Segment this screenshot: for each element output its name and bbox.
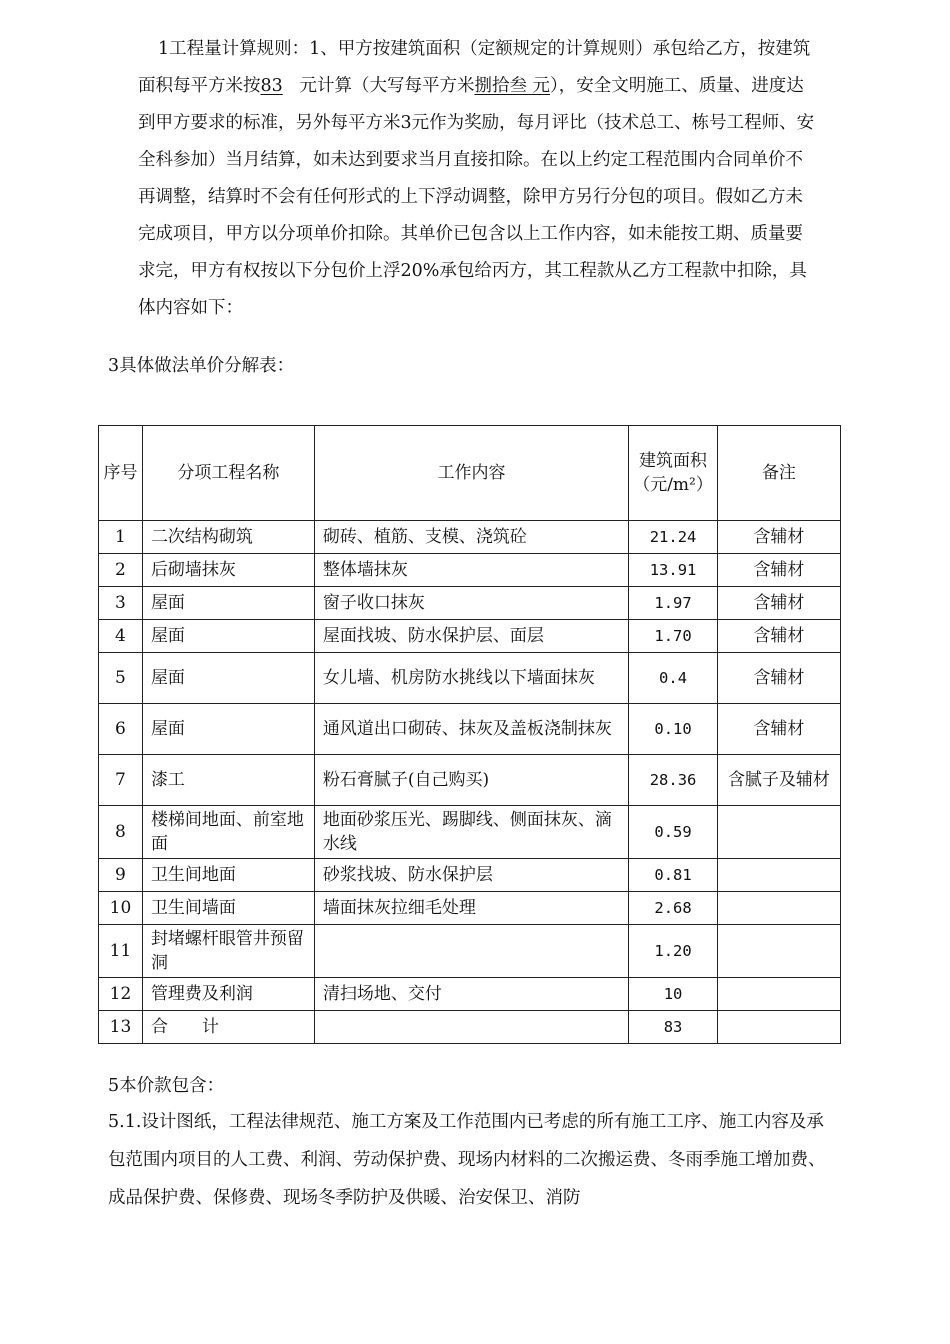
cell-work: 女儿墙、机房防水挑线以下墙面抹灰 (314, 653, 628, 704)
cell-no: 3 (99, 587, 143, 620)
cell-note: 含辅材 (717, 620, 840, 653)
cell-work: 墙面抹灰拉细毛处理 (314, 892, 628, 925)
cell-name: 屋面 (142, 620, 314, 653)
cell-name: 后砌墙抹灰 (142, 554, 314, 587)
cell-note (717, 859, 840, 892)
cell-name: 漆工 (142, 755, 314, 806)
table-row (99, 554, 841, 587)
cell-work: 窗子收口抹灰 (314, 587, 628, 620)
cell-work (314, 1011, 628, 1044)
cell-note: 含辅材 (717, 554, 840, 587)
cell-no: 8 (99, 806, 143, 859)
cell-work: 地面砂浆压光、踢脚线、侧面抹灰、滴水线 (314, 806, 628, 859)
cell-note: 含辅材 (717, 653, 840, 704)
cell-work: 清扫场地、交付 (314, 978, 628, 1011)
cell-work: 整体墙抹灰 (314, 554, 628, 587)
cell-name: 二次结构砌筑 (142, 521, 314, 554)
cell-note (717, 806, 840, 859)
intro-lead: 1工程量计算规则：1、甲方按建筑面积（定额规定的计算规则）承包给乙方，按建筑面积每平方米按 (138, 39, 811, 96)
section-5-title: 5本价款包含： (108, 1076, 225, 1096)
cell-no: 4 (99, 620, 143, 653)
header-no: 序号 (99, 426, 143, 521)
cell-name: 屋面 (142, 587, 314, 620)
intro-mid: 元计算（大写每平方米 (299, 76, 475, 96)
table-row (99, 892, 841, 925)
unit-price-table (98, 425, 841, 1044)
cell-no: 9 (99, 859, 143, 892)
table-row (99, 620, 841, 653)
table-row (99, 704, 841, 755)
table-header-row (99, 426, 841, 521)
cell-no: 11 (99, 925, 143, 978)
cell-work: 屋面找坡、防水保护层、面层 (314, 620, 628, 653)
cell-note: 含辅材 (717, 704, 840, 755)
cell-area: 0.10 (629, 704, 718, 755)
header-note: 备注 (717, 426, 840, 521)
cell-area: 13.91 (629, 554, 718, 587)
cell-name: 卫生间墙面 (142, 892, 314, 925)
table-row (99, 755, 841, 806)
cell-note: 含辅材 (717, 521, 840, 554)
cell-area: 10 (629, 978, 718, 1011)
cell-no: 10 (99, 892, 143, 925)
cell-work: 通风道出口砌砖、抹灰及盖板浇制抹灰 (314, 704, 628, 755)
cell-no: 1 (99, 521, 143, 554)
cell-no: 7 (99, 755, 143, 806)
cell-name: 屋面 (142, 653, 314, 704)
table-total-row (99, 1011, 841, 1044)
table-row (99, 521, 841, 554)
cell-name: 管理费及利润 (142, 978, 314, 1011)
table-row (99, 806, 841, 859)
table-row (99, 587, 841, 620)
cell-name: 卫生间地面 (142, 859, 314, 892)
intro-paragraph (138, 31, 818, 327)
header-name: 分项工程名称 (142, 426, 314, 521)
header-area: 建筑面积（元/m²） (629, 426, 718, 521)
table-row (99, 653, 841, 704)
cell-work: 砂浆找坡、防水保护层 (314, 859, 628, 892)
unit-price: 83 (260, 76, 283, 96)
cell-area: 21.24 (629, 521, 718, 554)
cell-area: 1.20 (629, 925, 718, 978)
cell-no: 13 (99, 1011, 143, 1044)
cell-no: 6 (99, 704, 143, 755)
table-row (99, 925, 841, 978)
section-3-title: 3具体做法单价分解表： (108, 356, 295, 376)
cell-note (717, 892, 840, 925)
cell-work: 粉石膏腻子(自己购买) (314, 755, 628, 806)
cell-note (717, 978, 840, 1011)
cell-no: 5 (99, 653, 143, 704)
cell-work (314, 925, 628, 978)
cell-area: 28.36 (629, 755, 718, 806)
cell-note: 含辅材 (717, 587, 840, 620)
cell-work: 砌砖、植筋、支模、浇筑砼 (314, 521, 628, 554)
cell-name: 楼梯间地面、前室地面 (142, 806, 314, 859)
cell-no: 2 (99, 554, 143, 587)
intro-tail: ），安全文明施工、质量、进度达到甲方要求的标准，另外每平方米3元作为奖励，每月评比（技术总工、栋号工程师、安全科参加）当月结算，如未达到要求当月直接扣除。在以上约定工程范围内合同单价不再调整，结算时不会有任何形式的上下浮动调整，除甲方另行分包的项目。假如乙方未完成项目，甲方以分项单价扣除。其单价已包含以上工作内容，如未能按工期、质量要求完，甲方有权按以下分包价上浮20%承包给丙方，其工程款从乙方工程款中扣除，具体内容如下： (138, 76, 815, 318)
cell-area: 0.81 (629, 859, 718, 892)
cell-no: 12 (99, 978, 143, 1011)
header-work: 工作内容 (314, 426, 628, 521)
section-5-1-text: 5.1.设计图纸，工程法律规范、施工方案及工作范围内已考虑的所有施工工序、施工内容及承包范围内项目的人工费、利润、劳动保护费、现场内材料的二次搬运费、冬雨季施工增加费、成品保护费、保修费、现场冬季防护及供暖、治安保卫、消防 (108, 1112, 826, 1208)
unit-price-words: 捌拾叁 元 (474, 76, 551, 96)
cell-area: 1.70 (629, 620, 718, 653)
cell-area: 2.68 (629, 892, 718, 925)
cell-note: 含腻子及辅材 (717, 755, 840, 806)
cell-area: 0.4 (629, 653, 718, 704)
cell-area: 83 (629, 1011, 718, 1044)
table-row (99, 859, 841, 892)
cell-area: 0.59 (629, 806, 718, 859)
cell-name: 封堵螺杆眼管井预留洞 (142, 925, 314, 978)
cell-note (717, 1011, 840, 1044)
cell-area: 1.97 (629, 587, 718, 620)
cell-name: 合 计 (142, 1011, 314, 1044)
cell-name: 屋面 (142, 704, 314, 755)
table-row (99, 978, 841, 1011)
cell-note (717, 925, 840, 978)
